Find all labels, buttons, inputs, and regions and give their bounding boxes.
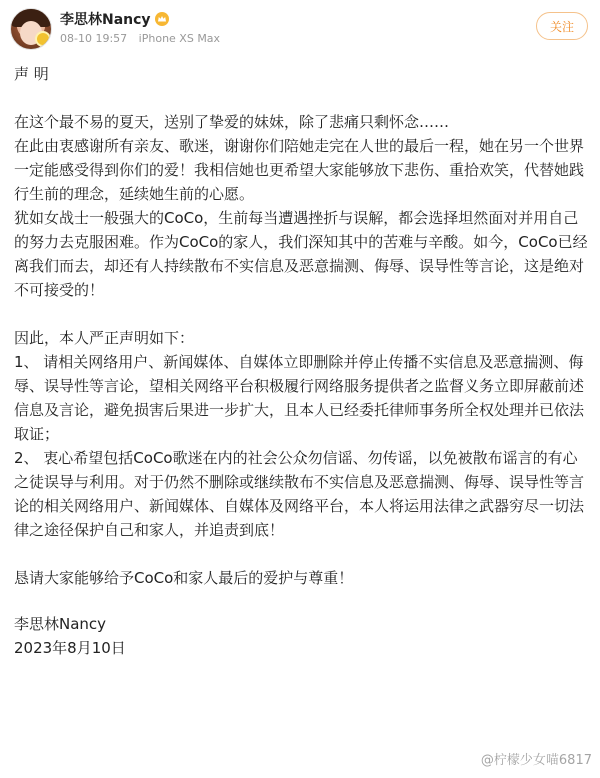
statement-title: 声 明 bbox=[14, 65, 49, 83]
post-content bbox=[14, 62, 588, 660]
closing-text: 恳请大家能够给予CoCo和家人最后的爱护与尊重！ bbox=[14, 569, 354, 587]
post-header bbox=[0, 0, 600, 56]
post-device: iPhone XS Max bbox=[138, 32, 221, 45]
declaration-item: 2、 衷心希望包括CoCo歌迷在内的社会公众勿信谣、勿传谣，以免被散布谣言的有心之徒误导与利用。对于仍然不删除或继续散布不实信息及恶意揣测、侮辱、误导性等言论的相关网络用户、新闻媒体、自媒体及网络平台，本人将运用法律之武器穷尽一切法律之途径保护自己和家人，并追责到底！ bbox=[14, 449, 585, 539]
user-name[interactable]: 李思林Nancy bbox=[60, 12, 151, 28]
follow-button[interactable]: 关注 bbox=[536, 12, 588, 40]
user-name-row bbox=[60, 9, 169, 29]
post-time: 08-10 19:57 bbox=[60, 32, 128, 45]
paragraph: 在此由衷感谢所有亲友、歌迷，谢谢你们陪她走完在人世的最后一程，她在另一个世界一定能感受得到你们的爱！我相信她也更希望大家能够放下悲伤、重拾欢笑，代替她践行生前的理念，延续她生前的心愿。 bbox=[14, 137, 585, 203]
declaration-intro: 因此，本人严正声明如下： bbox=[14, 329, 195, 347]
avatar[interactable] bbox=[10, 8, 52, 50]
signature-date: 2023年8月10日 bbox=[14, 639, 126, 657]
watermark: @柠檬少女喵6817 bbox=[480, 753, 592, 768]
paragraph: 犹如女战士一般强大的CoCo，生前每当遭遇挫折与误解，都会选择坦然面对并用自己的努力去克服困难。作为CoCo的家人，我们深知其中的苦难与辛酸。如今，CoCo已经离我们而去，却还有人持续散布不实信息及恶意揣测、侮辱、误导性等言论，这是绝对不可接受的！ bbox=[14, 209, 588, 299]
crown-icon bbox=[155, 12, 169, 26]
signature-name: 李思林Nancy bbox=[14, 615, 107, 633]
post-meta bbox=[60, 32, 220, 45]
declaration-item: 1、 请相关网络用户、新闻媒体、自媒体立即删除并停止传播不实信息及恶意揣测、侮辱、误导性等言论，望相关网络平台积极履行网络服务提供者之监督义务立即屏蔽前述信息及言论，避免损害后果进一步扩大，且本人已经委托律师事务所全权处理并已依法取证； bbox=[14, 353, 585, 443]
paragraph: 在这个最不易的夏天，送别了挚爱的妹妹，除了悲痛只剩怀念…… bbox=[14, 113, 450, 131]
